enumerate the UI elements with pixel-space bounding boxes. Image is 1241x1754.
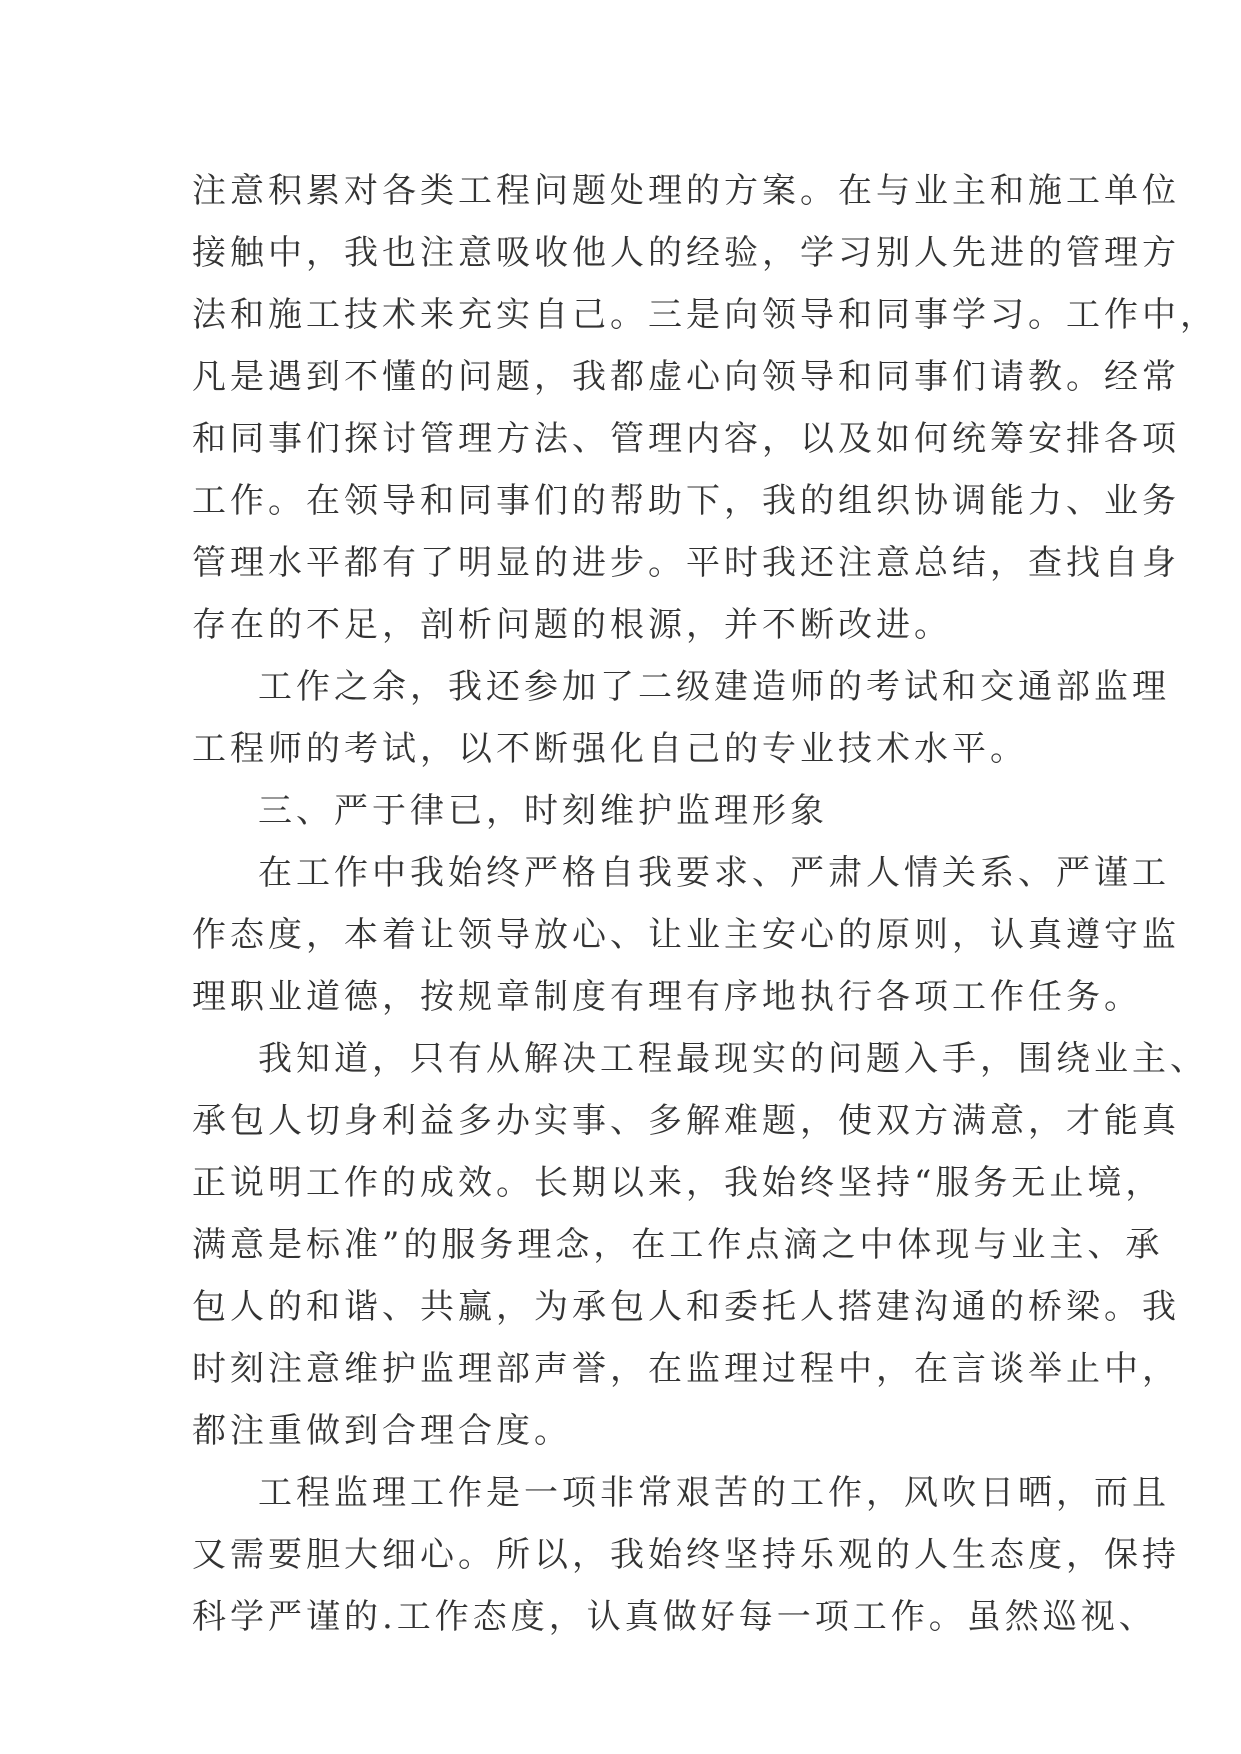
text-line: 时刻注意维护监理部声誉，在监理过程中，在言谈举止中， [192,1349,1180,1389]
text-line: 理职业道德，按规章制度有理有序地执行各项工作任务。 [192,977,1142,1017]
text-line: 工程师的考试，以不断强化自己的专业技术水平。 [192,729,1028,769]
text-line: 工作。在领导和同事们的帮助下，我的组织协调能力、业务 [192,481,1180,521]
text-line: 作态度，本着让领导放心、让业主安心的原则，认真遵守监 [192,915,1180,955]
text-line: 包人的和谐、共赢，为承包人和委托人搭建沟通的桥梁。我 [192,1287,1180,1327]
text-line: 和同事们探讨管理方法、管理内容，以及如何统筹安排各项 [192,419,1180,459]
text-line: 接触中，我也注意吸收他人的经验，学习别人先进的管理方 [192,233,1180,273]
text-line: 正说明工作的成效。长期以来，我始终坚持“服务无止境， [192,1163,1164,1203]
text-line: 承包人切身利益多办实事、多解难题，使双方满意，才能真 [192,1101,1180,1141]
document-body [192,160,1218,1648]
text-line: 管理水平都有了明显的进步。平时我还注意总结，查找自身 [192,543,1180,583]
text-line: 法和施工技术来充实自己。三是向领导和同事学习。工作中， [192,295,1218,335]
text-line: 注意积累对各类工程问题处理的方案。在与业主和施工单位 [192,171,1180,211]
text-line: 满意是标准”的服务理念，在工作点滴之中体现与业主、承 [192,1225,1164,1265]
text-line: 又需要胆大细心。所以，我始终坚持乐观的人生态度，保持 [192,1535,1180,1575]
text-line: 工作之余，我还参加了二级建造师的考试和交通部监理 [258,667,1170,707]
text-line: 我知道，只有从解决工程最现实的问题入手，围绕业主、 [258,1039,1208,1079]
text-line: 在工作中我始终严格自我要求、严肃人情关系、严谨工 [258,853,1170,893]
text-line: 工程监理工作是一项非常艰苦的工作，风吹日晒，而且 [258,1473,1170,1513]
text-line: 存在的不足，剖析问题的根源，并不断改进。 [192,605,952,645]
text-line: 三、严于律已，时刻维护监理形象 [258,791,828,831]
text-line: 都注重做到合理合度。 [192,1411,572,1451]
text-line: 科学严谨的.工作态度，认真做好每一项工作。虽然巡视、 [192,1597,1157,1637]
text-line: 凡是遇到不懂的问题，我都虚心向领导和同事们请教。经常 [192,357,1180,397]
